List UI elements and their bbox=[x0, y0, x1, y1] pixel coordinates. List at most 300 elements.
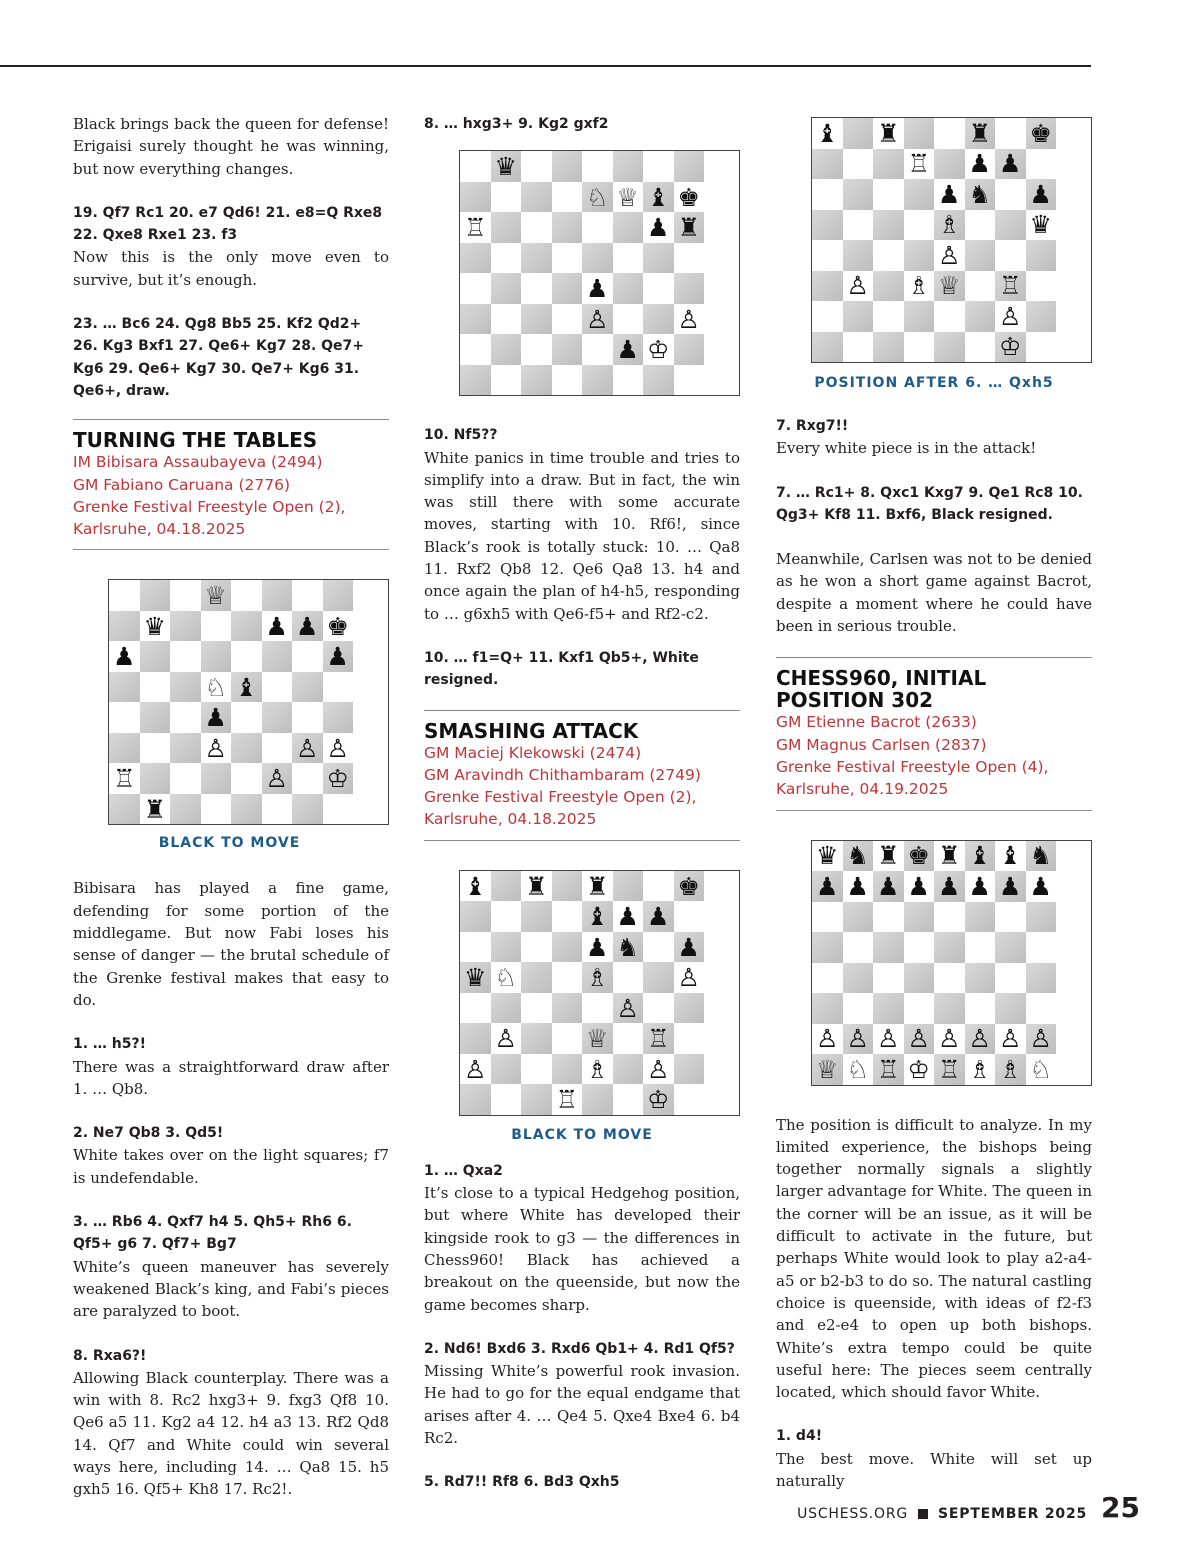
board-square bbox=[201, 794, 232, 825]
black-pawn-icon: ♟ bbox=[616, 902, 639, 931]
white-player: IM Bibisara Assaubayeva (2494) bbox=[73, 453, 323, 472]
board-square bbox=[1026, 993, 1057, 1024]
black-pawn-icon: ♟ bbox=[968, 149, 991, 179]
board-square bbox=[613, 334, 644, 365]
board-square bbox=[521, 1023, 552, 1054]
page-number: 25 bbox=[1101, 1491, 1140, 1524]
board-square bbox=[873, 1054, 904, 1085]
footer-site: USCHESS.ORG bbox=[797, 1506, 909, 1522]
event-place-date: Karlsruhe, 04.19.2025 bbox=[776, 780, 949, 799]
board-square bbox=[904, 993, 935, 1024]
board-square bbox=[201, 580, 232, 611]
board-square bbox=[613, 212, 644, 243]
board-square bbox=[965, 963, 996, 994]
board-square bbox=[995, 210, 1026, 241]
board-square bbox=[460, 962, 491, 993]
board-square bbox=[843, 932, 874, 963]
board-square bbox=[812, 301, 843, 332]
board-square bbox=[674, 871, 705, 902]
white-rook-icon: ♖ bbox=[938, 1054, 961, 1084]
board-square bbox=[521, 273, 552, 304]
board-square bbox=[873, 963, 904, 994]
event-name: Grenke Festival Freestyle Open (4), bbox=[776, 757, 1049, 776]
board-square bbox=[1026, 210, 1057, 241]
board-square bbox=[491, 1023, 522, 1054]
board-square bbox=[231, 702, 262, 733]
board-square bbox=[873, 902, 904, 933]
board-square bbox=[521, 304, 552, 335]
white-rook-icon: ♖ bbox=[999, 271, 1022, 301]
black-pawn-icon: ♟ bbox=[968, 871, 991, 901]
board-square bbox=[109, 733, 140, 764]
board-square bbox=[904, 932, 935, 963]
board-square bbox=[995, 1024, 1026, 1055]
white-queen-icon: ♕ bbox=[204, 581, 227, 611]
white-pawn-icon: ♙ bbox=[586, 304, 609, 334]
paragraph: Now this is the only move even to survive, but it’s enough. bbox=[73, 248, 389, 289]
black-pawn-icon: ♟ bbox=[1029, 871, 1052, 901]
board-square bbox=[109, 702, 140, 733]
board-square bbox=[613, 151, 644, 182]
board-square bbox=[934, 332, 965, 363]
board-square bbox=[613, 1023, 644, 1054]
moves: 8. Rxa6?! bbox=[73, 1347, 147, 1364]
moves: 8. … hxg3+ 9. Kg2 gxf2 bbox=[424, 116, 609, 132]
board-square bbox=[1026, 149, 1057, 180]
board-square bbox=[995, 332, 1026, 363]
black-queen-icon: ♛ bbox=[143, 611, 166, 641]
board-square bbox=[262, 763, 293, 794]
board-square bbox=[582, 243, 613, 274]
board-square bbox=[460, 1084, 491, 1115]
black-pawn-icon: ♟ bbox=[586, 274, 609, 304]
black-rook-icon: ♜ bbox=[525, 871, 548, 901]
board-square bbox=[491, 182, 522, 213]
black-rook-icon: ♜ bbox=[938, 841, 961, 871]
board-square bbox=[460, 365, 491, 396]
board-square bbox=[231, 794, 262, 825]
board-square bbox=[812, 1024, 843, 1055]
white-rook-icon: ♖ bbox=[113, 764, 136, 794]
board-square bbox=[140, 611, 171, 642]
board-square bbox=[812, 332, 843, 363]
board-square bbox=[582, 1023, 613, 1054]
board-square bbox=[873, 118, 904, 149]
board-square bbox=[521, 365, 552, 396]
board-square bbox=[965, 149, 996, 180]
game-title: CHESS960, INITIAL POSITION 302 bbox=[776, 666, 987, 713]
white-pawn-icon: ♙ bbox=[907, 1024, 930, 1054]
board-square bbox=[201, 672, 232, 703]
board-square bbox=[491, 273, 522, 304]
black-queen-icon: ♛ bbox=[464, 963, 487, 992]
board-square bbox=[582, 151, 613, 182]
board-square bbox=[552, 151, 583, 182]
board-square bbox=[674, 334, 705, 365]
black-pawn-icon: ♟ bbox=[677, 932, 700, 962]
board-square bbox=[1026, 963, 1057, 994]
chess-board bbox=[811, 117, 1092, 363]
board-square bbox=[1026, 902, 1057, 933]
board-square bbox=[109, 641, 140, 672]
board-square bbox=[552, 212, 583, 243]
board-square bbox=[965, 871, 996, 902]
game-header bbox=[73, 419, 389, 550]
board-square bbox=[460, 1023, 491, 1054]
board-square bbox=[904, 902, 935, 933]
board-square bbox=[904, 1054, 935, 1085]
board-square bbox=[521, 243, 552, 274]
black-pawn-icon: ♟ bbox=[265, 611, 288, 641]
board-square bbox=[552, 1023, 583, 1054]
board-square bbox=[140, 794, 171, 825]
black-player: GM Magnus Carlsen (2837) bbox=[776, 735, 987, 754]
white-queen-icon: ♕ bbox=[938, 271, 961, 301]
board-square bbox=[613, 993, 644, 1024]
board-square bbox=[582, 932, 613, 963]
white-pawn-icon: ♙ bbox=[877, 1024, 900, 1054]
board-square bbox=[491, 871, 522, 902]
board-square bbox=[843, 118, 874, 149]
white-queen-icon: ♕ bbox=[616, 182, 639, 212]
board-square bbox=[491, 993, 522, 1024]
board-square bbox=[995, 149, 1026, 180]
board-square bbox=[491, 365, 522, 396]
board-square bbox=[965, 932, 996, 963]
board-square bbox=[1026, 118, 1057, 149]
board-square bbox=[1026, 301, 1057, 332]
board-square bbox=[109, 611, 140, 642]
board-square bbox=[109, 763, 140, 794]
board-square bbox=[873, 210, 904, 241]
board-square bbox=[904, 179, 935, 210]
board-square bbox=[934, 1054, 965, 1085]
black-pawn-icon: ♟ bbox=[586, 932, 609, 962]
board-square bbox=[674, 304, 705, 335]
board-square bbox=[552, 962, 583, 993]
board-square bbox=[613, 304, 644, 335]
board-square bbox=[323, 763, 354, 794]
board-square bbox=[965, 902, 996, 933]
board-square bbox=[643, 273, 674, 304]
board-square bbox=[904, 210, 935, 241]
white-pawn-icon: ♙ bbox=[816, 1024, 839, 1054]
board-square bbox=[674, 182, 705, 213]
board-square bbox=[934, 993, 965, 1024]
board-square bbox=[170, 641, 201, 672]
board-square bbox=[995, 902, 1026, 933]
black-pawn-icon: ♟ bbox=[938, 871, 961, 901]
board-square bbox=[843, 240, 874, 271]
board-square bbox=[582, 365, 613, 396]
board-square bbox=[170, 794, 201, 825]
board-square bbox=[582, 1054, 613, 1085]
board-square bbox=[1026, 179, 1057, 210]
board-square bbox=[292, 641, 323, 672]
board-square bbox=[491, 334, 522, 365]
board-square bbox=[843, 993, 874, 1024]
board-square bbox=[965, 118, 996, 149]
black-pawn-icon: ♟ bbox=[877, 871, 900, 901]
board-square bbox=[262, 672, 293, 703]
moves: 3. … Rb6 4. Qxf7 h4 5. Qh5+ Rh6 6. Qf5+ g6 7. Qf7+ Bg7 bbox=[73, 1214, 352, 1253]
board-square bbox=[995, 118, 1026, 149]
board-square bbox=[904, 118, 935, 149]
board-square bbox=[965, 179, 996, 210]
game-header bbox=[424, 710, 740, 841]
board-square bbox=[873, 841, 904, 872]
black-knight-icon: ♞ bbox=[616, 932, 639, 962]
paragraph: Allowing Black counterplay. There was a win with 8. Rc2 hxg3+ 9. fxg3 Qf8 10. Qe6 a5 11. Kg2 a4 12. h4 a3 13. Rf2 Qd8 14. Qf7 and White could win several ways here, including 14. … Qa8 15. h5 gxh5 16. Qf5+ Kh8 17. Rc2!. bbox=[73, 1368, 389, 1499]
black-rook-icon: ♜ bbox=[143, 794, 166, 824]
board-square bbox=[934, 210, 965, 241]
board-square bbox=[262, 611, 293, 642]
white-player: GM Etienne Bacrot (2633) bbox=[776, 713, 977, 732]
board-square bbox=[521, 1084, 552, 1115]
moves: 7. … Rc1+ 8. Qxc1 Kxg7 9. Qe1 Rc8 10. Qg3+ Kf8 11. Bxf6, Black resigned. bbox=[776, 484, 1083, 523]
black-pawn-icon: ♟ bbox=[907, 871, 930, 901]
black-king-icon: ♚ bbox=[677, 871, 700, 901]
black-pawn-icon: ♟ bbox=[204, 703, 227, 733]
board-square bbox=[521, 871, 552, 902]
board-square bbox=[460, 932, 491, 963]
board-square bbox=[552, 1084, 583, 1115]
white-pawn-icon: ♙ bbox=[846, 1024, 869, 1054]
board-square bbox=[460, 993, 491, 1024]
board-square bbox=[904, 963, 935, 994]
board-square bbox=[812, 932, 843, 963]
board-square bbox=[843, 210, 874, 241]
board-square bbox=[812, 118, 843, 149]
event-place-date: Karlsruhe, 04.18.2025 bbox=[424, 810, 597, 829]
board-square bbox=[552, 901, 583, 932]
game-header bbox=[776, 657, 1092, 810]
board-square bbox=[904, 841, 935, 872]
white-pawn-icon: ♙ bbox=[494, 1024, 517, 1053]
black-king-icon: ♚ bbox=[907, 841, 930, 871]
board-square bbox=[170, 702, 201, 733]
board-square bbox=[934, 271, 965, 302]
board-square bbox=[170, 733, 201, 764]
board-square bbox=[965, 332, 996, 363]
board-square bbox=[643, 182, 674, 213]
white-bishop-icon: ♗ bbox=[586, 963, 609, 992]
board-square bbox=[292, 794, 323, 825]
diagram-caption: BLACK TO MOVE bbox=[511, 1126, 653, 1143]
black-player: GM Aravindh Chithambaram (2749) bbox=[424, 765, 701, 784]
board-square bbox=[873, 301, 904, 332]
board-square bbox=[843, 271, 874, 302]
board-square bbox=[521, 1054, 552, 1085]
board-square bbox=[613, 1054, 644, 1085]
board-square bbox=[582, 182, 613, 213]
board-square bbox=[643, 212, 674, 243]
board-square bbox=[934, 240, 965, 271]
black-king-icon: ♚ bbox=[1029, 118, 1052, 148]
white-knight-icon: ♘ bbox=[846, 1054, 869, 1084]
board-square bbox=[521, 932, 552, 963]
board-square bbox=[873, 240, 904, 271]
board-square bbox=[460, 334, 491, 365]
board-square bbox=[965, 210, 996, 241]
board-square bbox=[995, 1054, 1026, 1085]
board-square bbox=[521, 212, 552, 243]
board-square bbox=[643, 1023, 674, 1054]
white-pawn-icon: ♙ bbox=[677, 963, 700, 992]
board-square bbox=[140, 702, 171, 733]
moves: 1. … Qxa2 bbox=[424, 1162, 503, 1179]
moves: 2. Ne7 Qb8 3. Qd5! bbox=[73, 1125, 224, 1142]
board-square bbox=[643, 365, 674, 396]
board-square bbox=[521, 962, 552, 993]
board-square bbox=[109, 672, 140, 703]
board-square bbox=[934, 149, 965, 180]
game-title: SMASHING ATTACK bbox=[424, 718, 639, 743]
white-pawn-icon: ♙ bbox=[999, 1024, 1022, 1054]
black-bishop-icon: ♝ bbox=[647, 182, 670, 212]
board-square bbox=[460, 212, 491, 243]
black-knight-icon: ♞ bbox=[1029, 841, 1052, 871]
board-square bbox=[843, 902, 874, 933]
board-square bbox=[323, 672, 354, 703]
column-2 bbox=[424, 113, 740, 1494]
black-player: GM Fabiano Caruana (2776) bbox=[73, 475, 290, 494]
white-pawn-icon: ♙ bbox=[616, 993, 639, 1023]
white-queen-icon: ♕ bbox=[586, 1024, 609, 1053]
board-square bbox=[843, 149, 874, 180]
black-king-icon: ♚ bbox=[677, 182, 700, 212]
board-square bbox=[843, 332, 874, 363]
board-square bbox=[873, 871, 904, 902]
board-square bbox=[674, 243, 705, 274]
black-pawn-icon: ♟ bbox=[647, 902, 670, 931]
white-pawn-icon: ♙ bbox=[999, 301, 1022, 331]
board-square bbox=[674, 962, 705, 993]
board-square bbox=[323, 641, 354, 672]
board-square bbox=[323, 733, 354, 764]
board-square bbox=[934, 1024, 965, 1055]
black-pawn-icon: ♟ bbox=[326, 642, 349, 672]
white-rook-icon: ♖ bbox=[464, 213, 487, 243]
board-square bbox=[292, 611, 323, 642]
board-square bbox=[674, 1084, 705, 1115]
board-square bbox=[613, 365, 644, 396]
white-rook-icon: ♖ bbox=[877, 1054, 900, 1084]
board-square bbox=[231, 763, 262, 794]
board-square bbox=[552, 993, 583, 1024]
paragraph: Missing White’s powerful rook invasion. He had to go for the equal endgame that arises after 4. … Qe4 5. Qxe4 Bxe4 6. b4 Rc2. bbox=[424, 1362, 740, 1448]
board-square bbox=[1026, 841, 1057, 872]
chess-board bbox=[459, 870, 740, 1116]
board-square bbox=[323, 580, 354, 611]
white-king-icon: ♔ bbox=[907, 1054, 930, 1084]
board-square bbox=[460, 151, 491, 182]
board-square bbox=[965, 841, 996, 872]
moves: 1. … h5?! bbox=[73, 1036, 147, 1053]
black-rook-icon: ♜ bbox=[877, 841, 900, 871]
black-bishop-icon: ♝ bbox=[999, 841, 1022, 871]
white-rook-icon: ♖ bbox=[555, 1085, 578, 1114]
board-square bbox=[873, 271, 904, 302]
board-square bbox=[812, 902, 843, 933]
board-square bbox=[521, 901, 552, 932]
moves: 19. Qf7 Rc1 20. e7 Qd6! 21. e8=Q Rxe8 22. Qxe8 Rxe1 23. f3 bbox=[73, 204, 383, 244]
board-square bbox=[491, 243, 522, 274]
column-1 bbox=[73, 113, 389, 1501]
board-square bbox=[995, 841, 1026, 872]
board-square bbox=[201, 611, 232, 642]
board-square bbox=[231, 733, 262, 764]
black-pawn-icon: ♟ bbox=[999, 149, 1022, 179]
board-square bbox=[934, 871, 965, 902]
board-square bbox=[262, 702, 293, 733]
board-square bbox=[674, 932, 705, 963]
white-rook-icon: ♖ bbox=[907, 149, 930, 179]
white-knight-icon: ♘ bbox=[494, 963, 517, 992]
board-square bbox=[109, 580, 140, 611]
paragraph: The position is difficult to analyze. In my limited experience, the bishops being together normally signals a slightly larger advantage for White. The queen in the corner will be an issue, as it will be difficult to activate in the future, but perhaps White would look to play a2-a4-a5 or b2-b3 to do so. The natural castling choice is queenside, with ideas of f2-f3 and e2-e4 to open up both bishops. White’s extra tempo could be quite useful here: The pieces seem centrally located, which should favor White. bbox=[776, 1115, 1092, 1402]
white-bishop-icon: ♗ bbox=[907, 271, 930, 301]
square-separator-icon bbox=[918, 1509, 928, 1519]
board-square bbox=[521, 182, 552, 213]
board-square bbox=[460, 871, 491, 902]
board-square bbox=[491, 1084, 522, 1115]
paragraph: White panics in time trouble and tries to simplify into a draw. But in fact, the win was still there with some accurate moves, starting with 10. Rf6!, since Black’s rook is totally stuck: 10. … Qa8 11. Rxf2 Qb8 12. Qe6 Qa8 13. h4 and once again the plan of h4-h5, responding to … g6xh5 with Qe6-f5+ and Rf2-c2. bbox=[424, 448, 740, 623]
white-knight-icon: ♘ bbox=[1029, 1054, 1052, 1084]
board-square bbox=[262, 641, 293, 672]
board-square bbox=[552, 871, 583, 902]
board-square bbox=[812, 1054, 843, 1085]
diagram-caption: POSITION AFTER 6. … Qxh5 bbox=[814, 375, 1054, 391]
board-square bbox=[674, 212, 705, 243]
board-square bbox=[965, 271, 996, 302]
board-square bbox=[812, 149, 843, 180]
white-player: GM Maciej Klekowski (2474) bbox=[424, 743, 642, 762]
board-square bbox=[674, 273, 705, 304]
board-square bbox=[904, 871, 935, 902]
board-square bbox=[904, 1024, 935, 1055]
board-square bbox=[582, 871, 613, 902]
board-square bbox=[262, 733, 293, 764]
board-square bbox=[552, 334, 583, 365]
black-bishop-icon: ♝ bbox=[464, 871, 487, 901]
black-bishop-icon: ♝ bbox=[816, 118, 839, 148]
board-square bbox=[491, 212, 522, 243]
board-square bbox=[843, 1024, 874, 1055]
white-bishop-icon: ♗ bbox=[968, 1054, 991, 1084]
board-square bbox=[995, 179, 1026, 210]
board-square bbox=[643, 1054, 674, 1085]
column-3 bbox=[776, 113, 1092, 1492]
paragraph: White takes over on the light squares; f7 is undefendable. bbox=[73, 1146, 389, 1187]
board-square bbox=[292, 702, 323, 733]
black-bishop-icon: ♝ bbox=[968, 841, 991, 871]
board-square bbox=[552, 182, 583, 213]
event-name: Grenke Festival Freestyle Open (2), bbox=[73, 497, 346, 516]
board-square bbox=[491, 962, 522, 993]
board-square bbox=[873, 993, 904, 1024]
board-square bbox=[643, 304, 674, 335]
white-rook-icon: ♖ bbox=[647, 1024, 670, 1053]
white-king-icon: ♔ bbox=[647, 335, 670, 365]
moves: 5. Rd7!! Rf8 6. Bd3 Qxh5 bbox=[424, 1474, 620, 1491]
paragraph: There was a straightforward draw after 1. … Qb8. bbox=[73, 1057, 389, 1098]
event-place-date: Karlsruhe, 04.18.2025 bbox=[73, 520, 246, 539]
board-square bbox=[292, 672, 323, 703]
white-pawn-icon: ♙ bbox=[677, 304, 700, 334]
board-square bbox=[812, 963, 843, 994]
board-square bbox=[674, 901, 705, 932]
